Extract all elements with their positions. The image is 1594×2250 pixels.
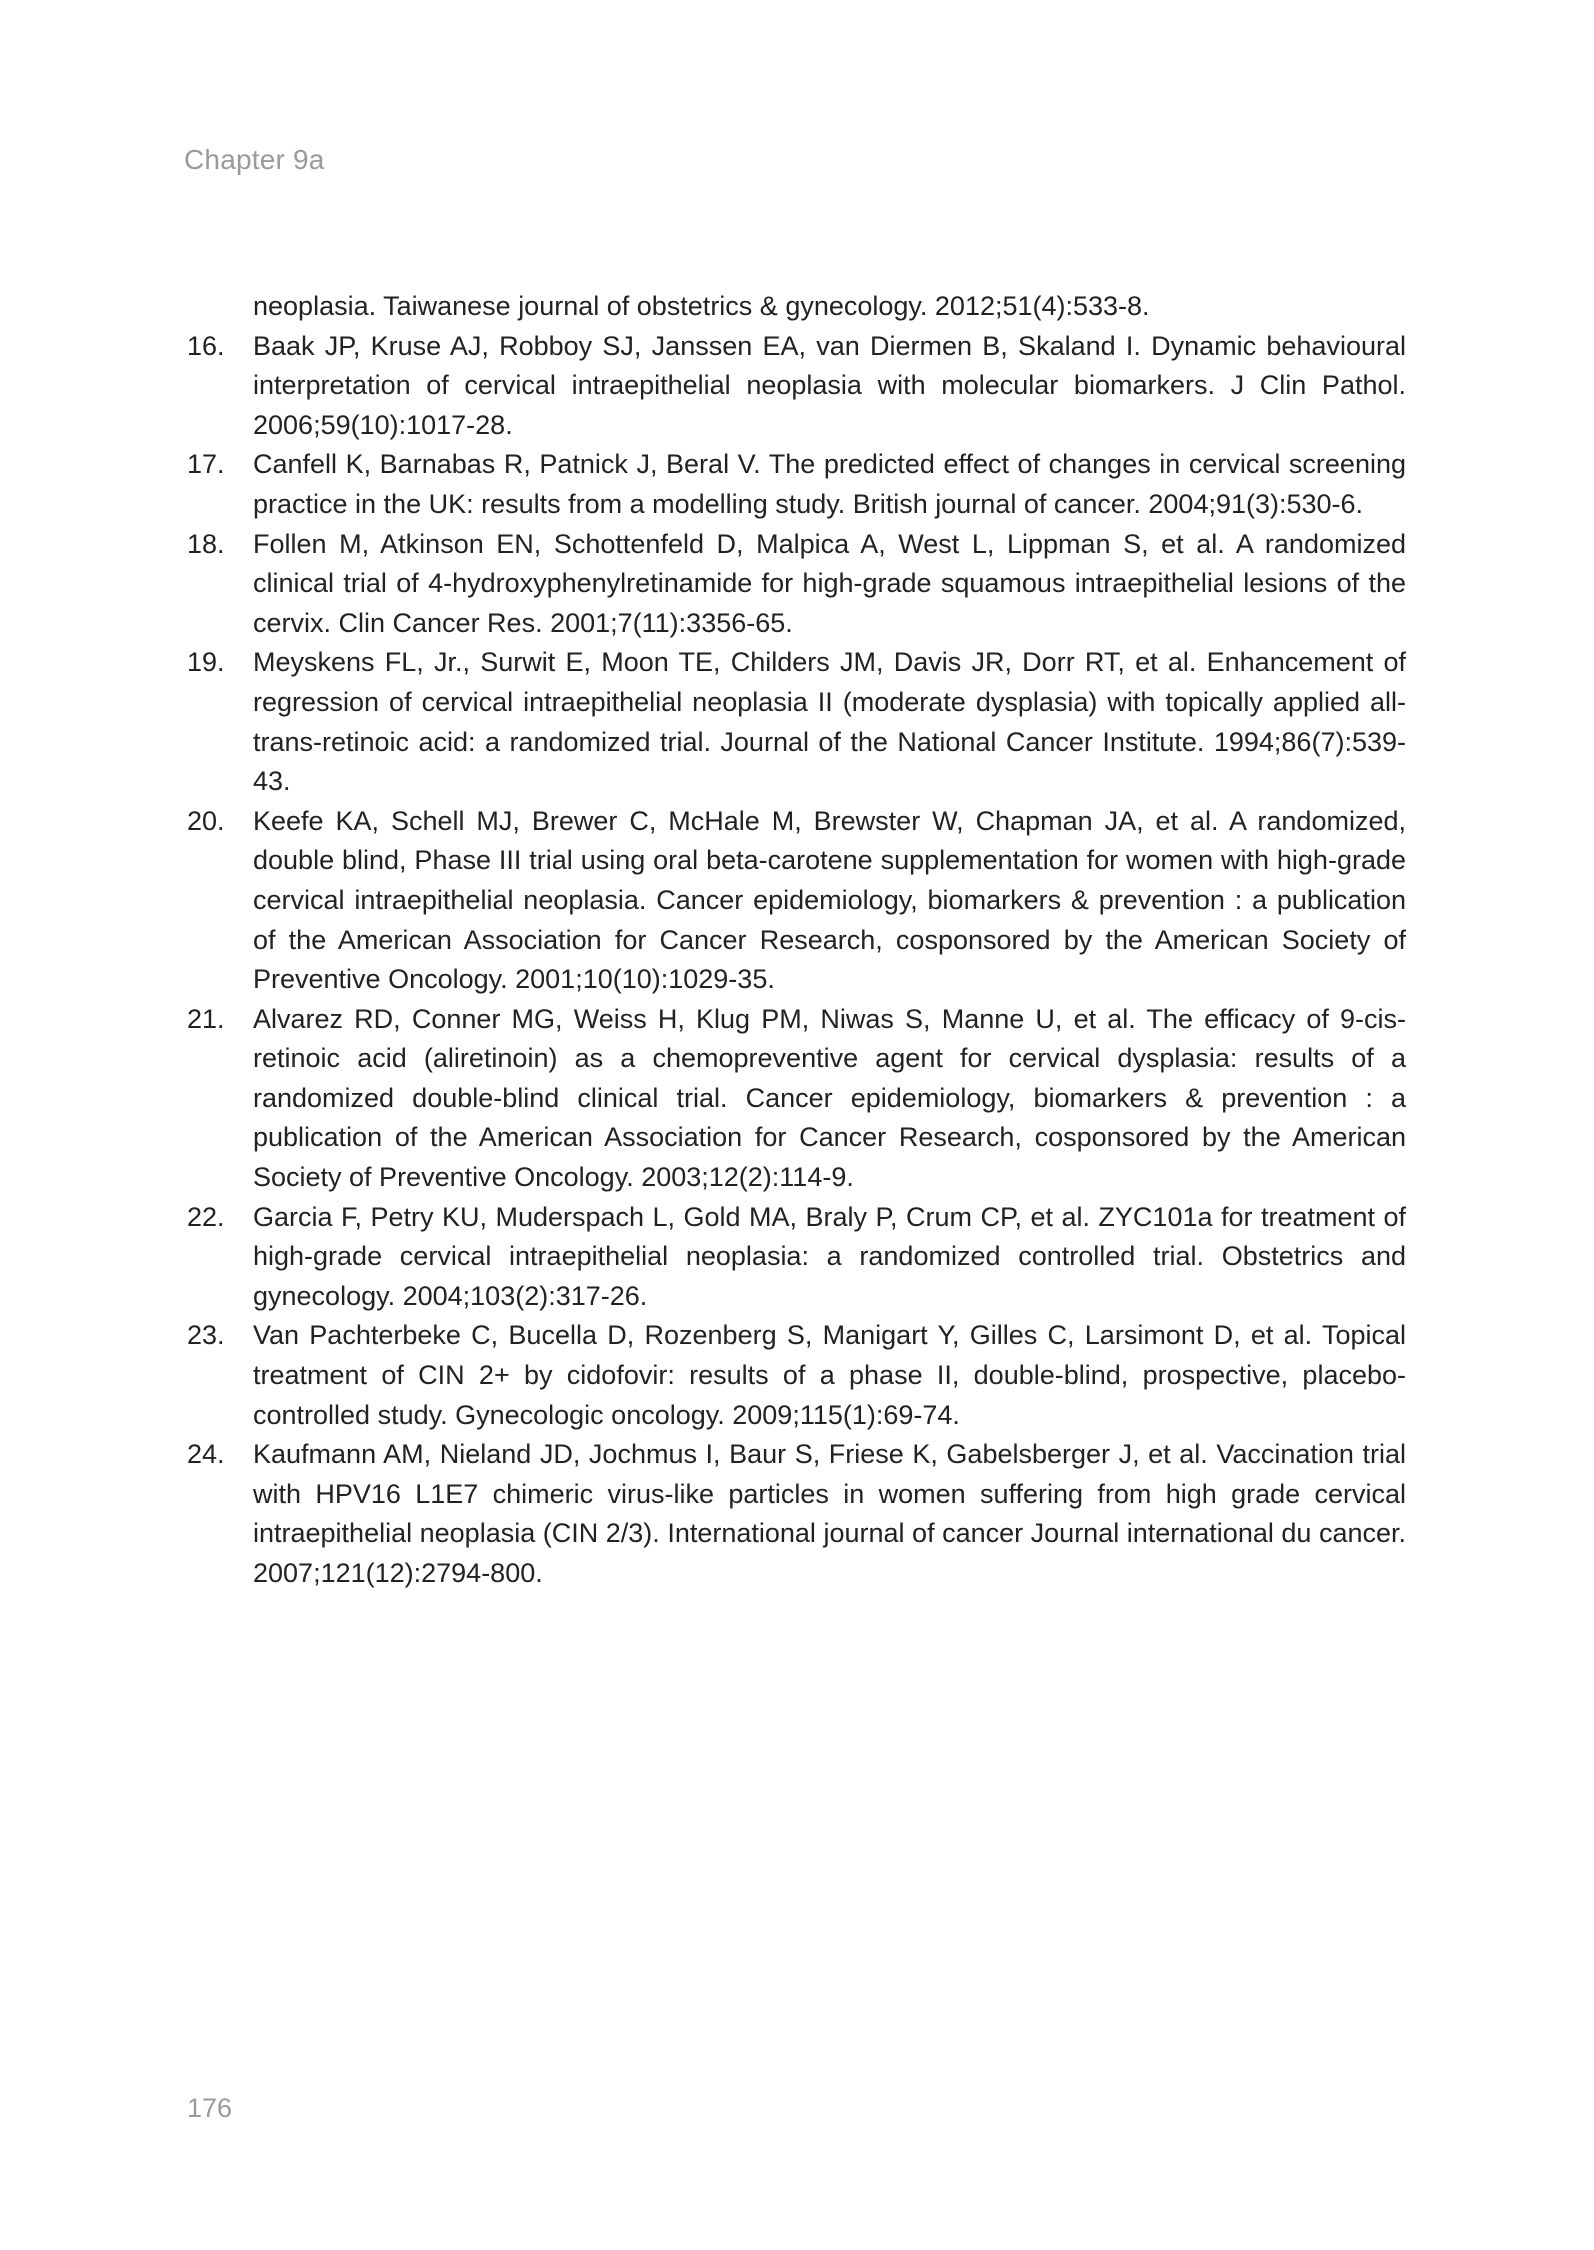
reference-text: Garcia F, Petry KU, Muderspach L, Gold MA, Braly P, Crum CP, et al. ZYC101a for treatment of high-grade cervical intraepithelial neoplasia: a randomized controlled trial. Obstetrics and gynecology. 2004;103(2):317-26. [253, 1201, 1406, 1311]
page-number: 176 [187, 2093, 233, 2123]
reference-continuation: neoplasia. Taiwanese journal of obstetrics & gynecology. 2012;51(4):533-8. [253, 291, 1150, 321]
reference-number: 16. [187, 330, 225, 361]
reference-list [184, 287, 1406, 1594]
reference-item [184, 1000, 1406, 1198]
reference-text: Meyskens FL, Jr., Surwit E, Moon TE, Childers JM, Davis JR, Dorr RT, et al. Enhancement of regression of cervical intraepithelial neoplasia II (moderate dysplasia) with topically applied all-trans-retinoic acid: a randomized trial. Journal of the National Cancer Institute. 1994;86(7):539-43. [253, 647, 1406, 797]
running-header: Chapter 9a [184, 144, 325, 175]
reference-number: 24. [187, 1439, 225, 1470]
reference-text: Follen M, Atkinson EN, Schottenfeld D, Malpica A, West L, Lippman S, et al. A randomized clinical trial of 4-hydroxyphenylretinamide for high-grade squamous intraepithelial lesions of the cervix. Clin Cancer Res. 2001;7(11):3356-65. [253, 528, 1406, 638]
reference-number: 20. [187, 805, 225, 836]
reference-number: 22. [187, 1201, 225, 1232]
reference-text: Alvarez RD, Conner MG, Weiss H, Klug PM, Niwas S, Manne U, et al. The efficacy of 9-cis-retinoic acid (aliretinoin) as a chemopreventive agent for cervical dysplasia: results of a randomized double-blind clinical trial. Cancer epidemiology, biomarkers & prevention : a publication of the American Association for Cancer Research, cosponsored by the American Society of Preventive Oncology. 2003;12(2):114-9. [253, 1003, 1406, 1193]
reference-text: Kaufmann AM, Nieland JD, Jochmus I, Baur S, Friese K, Gabelsberger J, et al. Vaccination trial with HPV16 L1E7 chimeric virus-like particles in women suffering from high grade cervical intraepithelial neoplasia (CIN 2/3). International journal of cancer Journal international du cancer. 2007;121(12):2794-800. [253, 1439, 1406, 1588]
reference-number: 19. [187, 647, 225, 678]
reference-number: 17. [187, 449, 225, 480]
reference-text: Van Pachterbeke C, Bucella D, Rozenberg S, Manigart Y, Gilles C, Larsimont D, et al. Topical treatment of CIN 2+ by cidofovir: results of a phase II, double-blind, prospective, placebo-controlled study. Gynecologic oncology. 2009;115(1):69-74. [253, 1320, 1406, 1430]
reference-item [184, 1198, 1406, 1317]
reference-item [184, 525, 1406, 644]
reference-number: 18. [187, 528, 225, 559]
reference-item [184, 445, 1406, 524]
reference-text: Canfell K, Barnabas R, Patnick J, Beral V. The predicted effect of changes in cervical screening practice in the UK: results from a modelling study. British journal of cancer. 2004;91(3):530-6. [253, 449, 1406, 519]
reference-number: 23. [187, 1320, 225, 1351]
reference-item [184, 1435, 1406, 1593]
reference-item [184, 802, 1406, 1000]
reference-item [184, 643, 1406, 801]
reference-number: 21. [187, 1003, 225, 1034]
reference-item [184, 1316, 1406, 1435]
reference-text: Baak JP, Kruse AJ, Robboy SJ, Janssen EA, van Diermen B, Skaland I. Dynamic behavioural interpretation of cervical intraepithelial neoplasia with molecular biomarkers. J Clin Pathol. 2006;59(10):1017-28. [253, 330, 1406, 440]
reference-text: Keefe KA, Schell MJ, Brewer C, McHale M, Brewster W, Chapman JA, et al. A randomized, double blind, Phase III trial using oral beta-carotene supplementation for women with high-grade cervical intraepithelial neoplasia. Cancer epidemiology, biomarkers & prevention : a publication of the American Association for Cancer Research, cosponsored by the American Society of Preventive Oncology. 2001;10(10):1029-35. [253, 805, 1406, 995]
reference-item [184, 327, 1406, 446]
